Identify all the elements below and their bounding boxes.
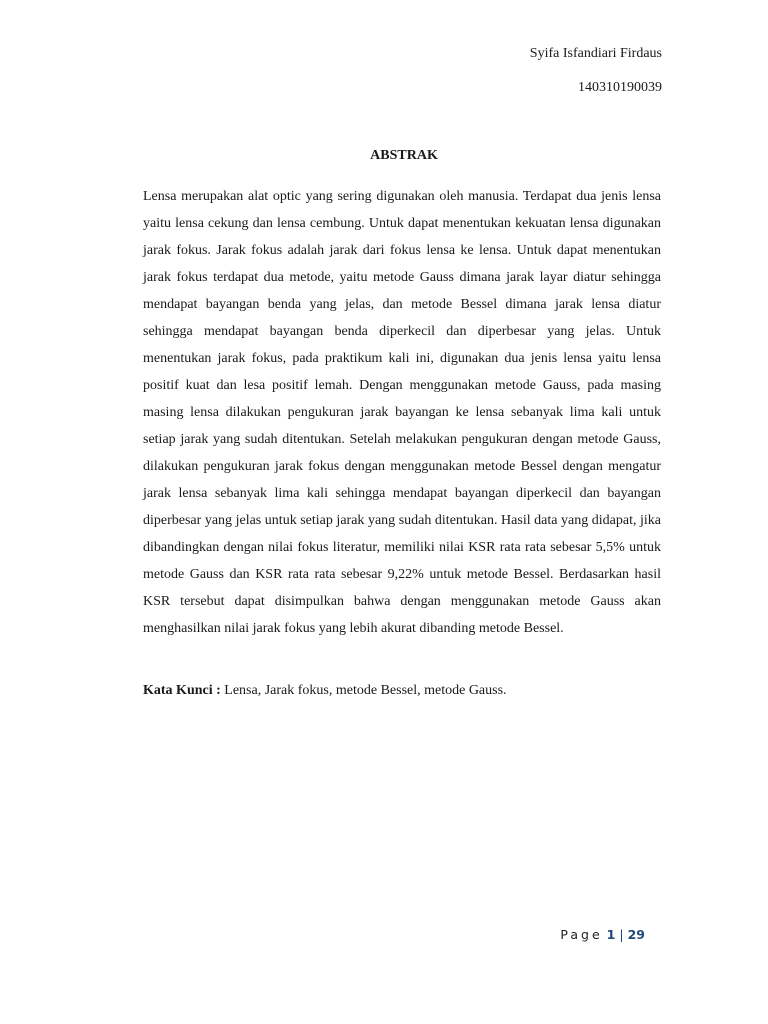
footer-separator: | (619, 927, 624, 942)
page-footer (560, 926, 645, 944)
header-author: Syifa Isfandiari Firdaus (529, 46, 662, 61)
footer-page-word: Page (560, 927, 603, 942)
page-title: ABSTRAK (370, 148, 438, 163)
abstract-paragraph: Lensa merupakan alat optic yang sering digunakan oleh manusia. Terdapat dua jenis lensa yaitu lensa cekung dan lensa cembung. Untuk dapat menentukan kekuatan lensa digunakan jarak fokus. Jarak fokus adalah jarak dari fokus lensa ke lensa. Untuk dapat menentukan jarak fokus terdapat dua metode, yaitu metode Gauss dimana jarak layar diatur sehingga mendapat bayangan benda yang jelas, dan metode Bessel dimana jarak lensa diatur sehingga mendapat bayangan benda diperkecil dan diperbesar yang jelas. Untuk menentukan jarak fokus, pada praktikum kali ini, digunakan dua jenis lensa yaitu lensa positif kuat dan lesa positif lemah. Dengan menggunakan metode Gauss, pada masing masing lensa dilakukan pengukuran jarak bayangan ke lensa sebanyak lima kali untuk setiap jarak yang sudah ditentukan. Setelah melakukan pengukuran dengan metode Gauss, dilakukan pengukuran jarak fokus dengan menggunakan metode Bessel dengan mengatur jarak lensa sebanyak lima kali sehingga mendapat bayangan diperkecil dan bayangan diperbesar yang jelas untuk setiap jarak yang sudah ditentukan. Hasil data yang didapat, jika dibandingkan dengan nilai fokus literatur, memiliki nilai KSR rata rata sebesar 5,5% untuk metode Gauss dan KSR rata rata sebesar 9,22% untuk metode Bessel. Berdasarkan hasil KSR tersebut dapat disimpulkan bahwa dengan menggunakan metode Gauss akan menghasilkan nilai jarak fokus yang lebih akurat dibanding metode Bessel. (143, 189, 661, 636)
footer-total-pages: 29 (627, 927, 645, 942)
footer-current-page: 1 (606, 927, 616, 942)
keywords-text: Lensa, Jarak fokus, metode Bessel, metode Gauss. (220, 683, 507, 698)
keywords-line (143, 681, 661, 701)
keywords-label: Kata Kunci : (143, 683, 221, 698)
header-student-id: 140310190039 (578, 80, 662, 95)
